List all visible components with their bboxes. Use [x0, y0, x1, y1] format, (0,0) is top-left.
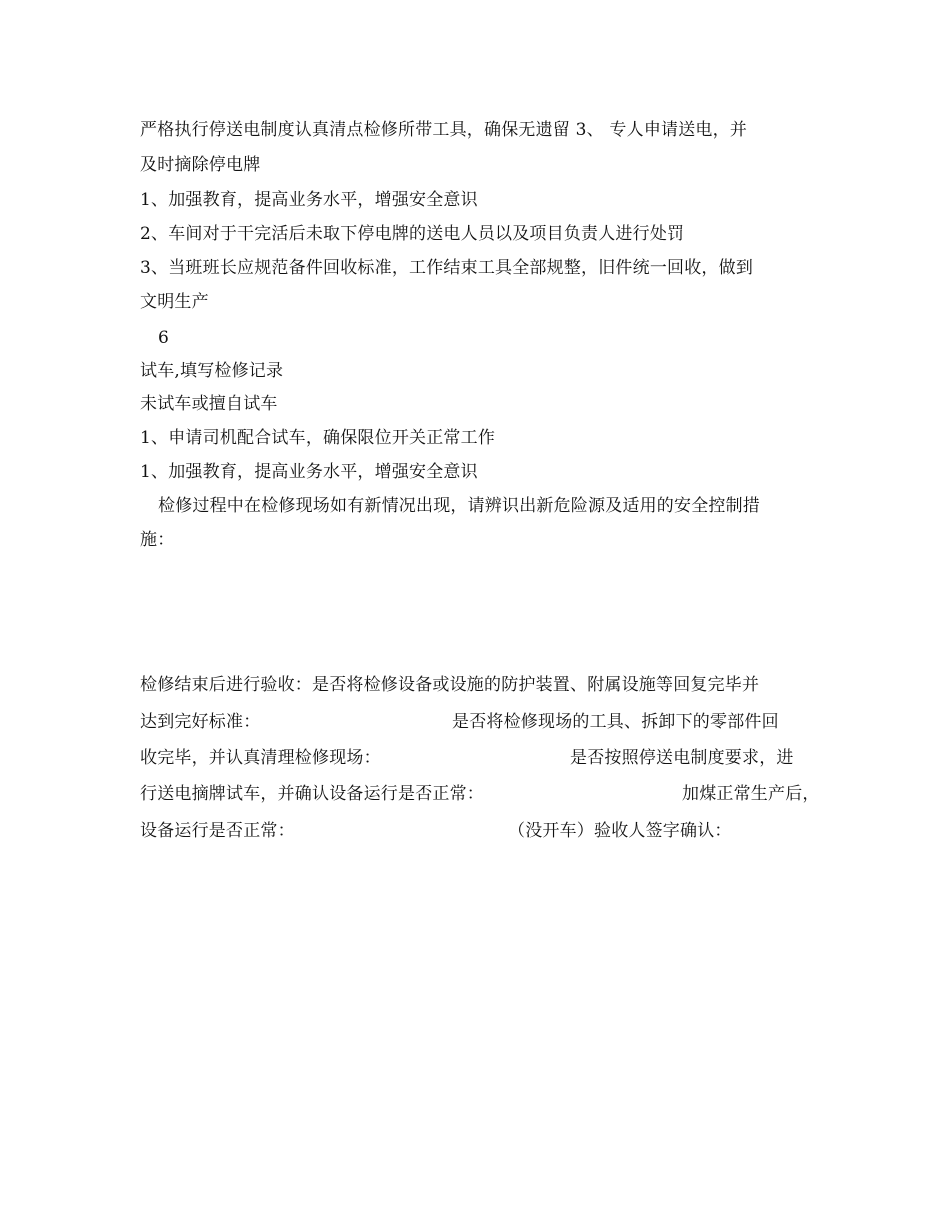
text-line: 设备运行是否正常：	[140, 821, 295, 841]
text-line: （没开车）验收人签字确认：	[508, 821, 732, 841]
text-line: 1、申请司机配合试车，确保限位开关正常工作	[140, 428, 496, 448]
text-line: 达到完好标准：	[140, 712, 261, 732]
text-line: 及时摘除停电牌	[140, 155, 261, 175]
text-line: 试车,填写检修记录	[140, 361, 284, 381]
text-line: 检修过程中在检修现场如有新情况出现，请辨识出新危险源及适用的安全控制措	[158, 496, 760, 516]
text-line: 行送电摘牌试车，并确认设备运行是否正常：	[140, 784, 484, 804]
text-line: 是否按照停送电制度要求，进	[570, 748, 794, 768]
text-line: 未试车或擅自试车	[140, 394, 278, 414]
item-number: 6	[158, 328, 170, 348]
text-line: 3、当班班长应规范备件回收标准，工作结束工具全部规整，旧件统一回收，做到	[140, 258, 754, 278]
text-line: 施：	[140, 530, 175, 550]
text-line: 文明生产	[140, 292, 209, 312]
text-line: 是否将检修现场的工具、拆卸下的零部件回	[452, 712, 779, 732]
text-line: 1、加强教育，提高业务水平，增强安全意识	[140, 462, 478, 482]
text-line: 1、加强教育，提高业务水平，增强安全意识	[140, 190, 478, 210]
text-line: 检修结束后进行验收：是否将检修设备或设施的防护装置、附属设施等回复完毕并	[140, 675, 760, 695]
text-line: 加煤正常生产后，	[682, 784, 820, 804]
text-line: 2、车间对于干完活后未取下停电牌的送电人员以及项目负责人进行处罚	[140, 224, 685, 244]
text-line: 严格执行停送电制度认真清点检修所带工具，确保无遗留 3、 专人申请送电，并	[140, 120, 748, 140]
text-line: 收完毕，并认真清理检修现场：	[140, 748, 381, 768]
